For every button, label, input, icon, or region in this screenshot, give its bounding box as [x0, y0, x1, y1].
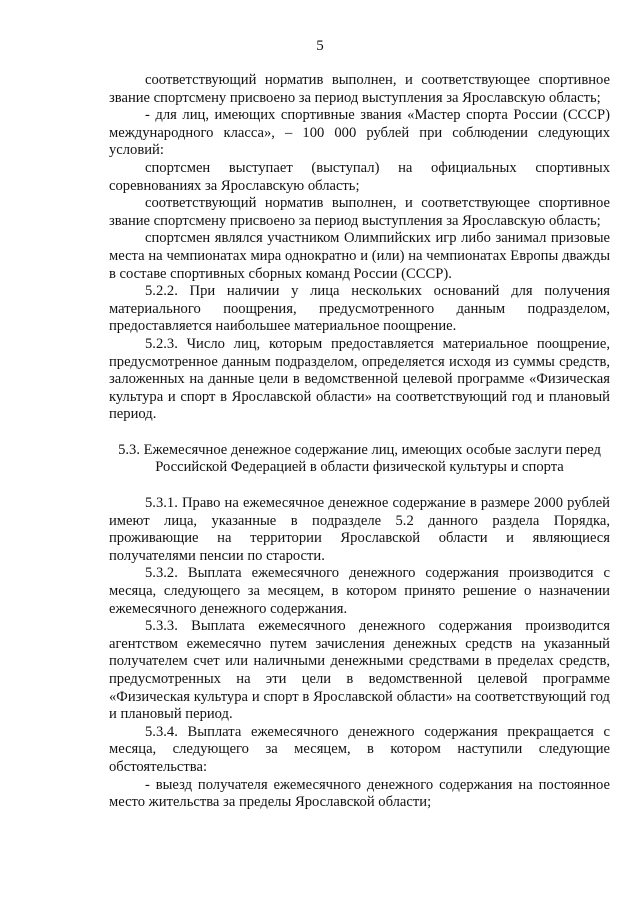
paragraph: 5.2.3. Число лиц, которым предоставляется материальное поощрение, предусмотренное данным подразделом, определяется исходя из суммы средств, заложенных на данные цели в ведомственной целевой программе «Физическая культура и спорт в Ярославской области» на соответствующий год и плановый период. [109, 335, 610, 423]
section-body [109, 495, 610, 812]
paragraph: спортсмен выступает (выступал) на официальных спортивных соревнованиях за Ярославскую область; [109, 159, 610, 194]
paragraph: спортсмен являлся участником Олимпийских игр либо занимал призовые места на чемпионатах мира однократно и (или) на чемпионатах Европы дважды в составе спортивных сборных команд России (СССР). [109, 230, 610, 282]
paragraph: 5.3.4. Выплата ежемесячного денежного содержания прекращается с месяца, следующего за месяцем, в котором наступили следующие обстоятельства: [109, 723, 610, 775]
page-number: 5 [316, 38, 324, 54]
paragraph: 5.3.2. Выплата ежемесячного денежного содержания производится с месяца, следующего за месяцем, в котором принято решение о назначении ежемесячного денежного содержания. [109, 565, 610, 617]
paragraph: 5.3.3. Выплата ежемесячного денежного содержания производится агентством ежемесячно путем зачисления денежных средств на указанный получателем счет или наличными денежными средствами в пределах средств, предусмотренных на эти цели в ведомственной целевой программе «Физическая культура и спорт в Ярославской области» на соответствующий год и плановый период. [109, 618, 610, 723]
paragraph: 5.2.2. При наличии у лица нескольких оснований для получения материального поощрения, предусмотренного данным подразделом, предоставляется наибольшее материальное поощрение. [109, 283, 610, 335]
section-heading-line: 5.3. Ежемесячное денежное содержание лиц, имеющих особые заслуги перед [118, 441, 601, 458]
paragraph: - выезд получателя ежемесячного денежного содержания на постоянное место жительства за пределы Ярославской области; [109, 776, 610, 811]
paragraph: 5.3.1. Право на ежемесячное денежное содержание в размере 2000 рублей имеют лица, указанные в подразделе 5.2 данного раздела Порядка, проживающие на территории Ярославской области и являющиеся получателями пенсии по старости. [109, 495, 610, 564]
paragraph: соответствующий норматив выполнен, и соответствующее спортивное звание спортсмену присвоено за период выступления за Ярославскую область; [109, 72, 610, 106]
paragraph: - для лиц, имеющих спортивные звания «Мастер спорта России (СССР) международного класса», – 100 000 рублей при соблюдении следующих условий: [109, 107, 610, 159]
paragraph: соответствующий норматив выполнен, и соответствующее спортивное звание спортсмену присвоено за период выступления за Ярославскую область; [109, 195, 610, 229]
section-heading-line: Российской Федерацией в области физической культуры и спорта [155, 459, 564, 476]
section-heading [109, 442, 610, 477]
document-body [109, 72, 610, 812]
